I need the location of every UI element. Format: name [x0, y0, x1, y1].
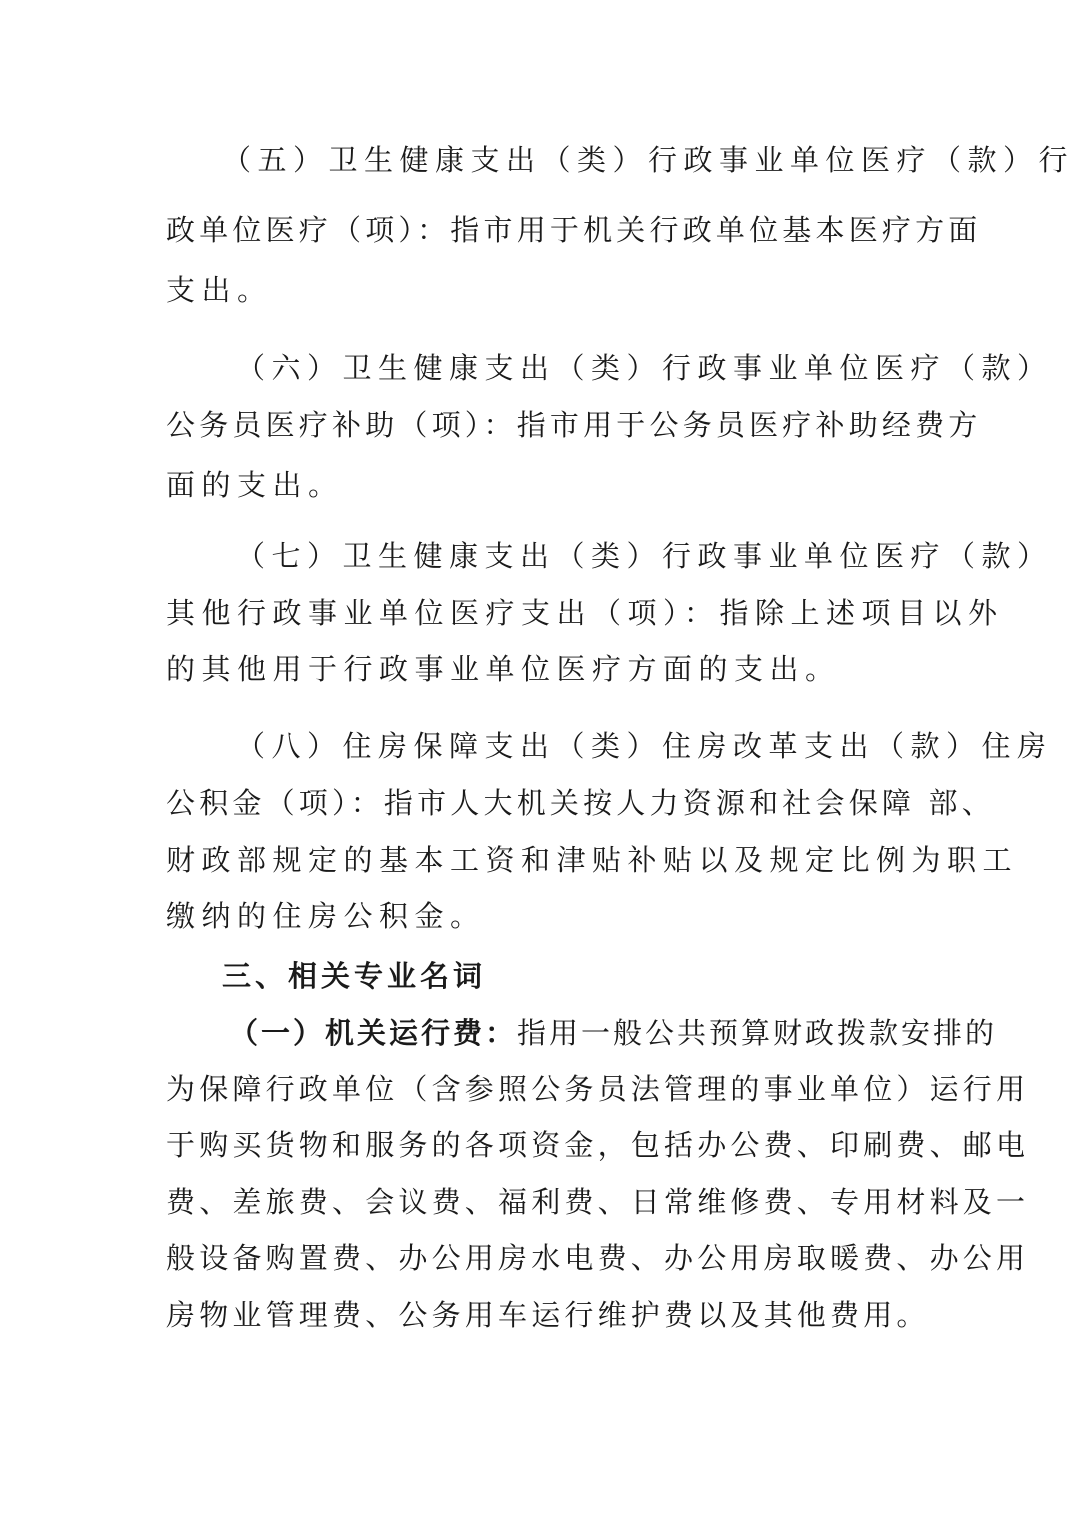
paragraph-7-line-2: 其他行政事业单位医疗支出（项）：指除上述项目以外 [166, 596, 1004, 630]
section-heading: 三、相关专业名词 [222, 959, 487, 993]
term-line-5: 般设备购置费、办公用房水电费、办公用房取暖费、办公用 [166, 1241, 1030, 1275]
paragraph-8-line-2: 公积金（项）：指市人大机关按人力资源和社会保障 部、 [166, 786, 995, 820]
term-line-4: 费、差旅费、会议费、福利费、日常维修费、专用材料及一 [166, 1185, 1030, 1219]
paragraph-7-line-3: 的其他用于行政事业单位医疗方面的支出。 [166, 652, 841, 686]
term-line-3: 于购买货物和服务的各项资金，包括办公费、印刷费、邮电 [166, 1128, 1030, 1162]
paragraph-6-line-1: （六）卫生健康支出（类）行政事业单位医疗（款） [236, 351, 1053, 385]
paragraph-8-line-4: 缴纳的住房公积金。 [166, 899, 486, 933]
paragraph-7-line-1: （七）卫生健康支出（类）行政事业单位医疗（款） [236, 539, 1053, 573]
paragraph-5-line-2: 政单位医疗（项）：指市用于机关行政单位基本医疗方面 [166, 213, 982, 247]
term-line-1 [229, 1013, 998, 1053]
term-line-6: 房物业管理费、公务用车运行维护费以及其他费用。 [166, 1298, 930, 1332]
paragraph-6-line-2: 公务员医疗补助（项）：指市用于公务员医疗补助经费方 [166, 408, 982, 442]
paragraph-6-line-3: 面的支出。 [166, 468, 344, 502]
paragraph-8-line-3: 财政部规定的基本工资和津贴补贴以及规定比例为职工 [166, 843, 1019, 877]
paragraph-5-line-1: （五）卫生健康支出（类）行政事业单位医疗（款）行 [222, 143, 1074, 177]
term-line-2: 为保障行政单位（含参照公务员法管理的事业单位）运行用 [166, 1072, 1030, 1106]
term-definition-start: 指用一般公共预算财政拨款安排的 [517, 1016, 998, 1050]
term-title: （一）机关运行费： [229, 1016, 518, 1050]
paragraph-5-line-3: 支出。 [166, 273, 273, 307]
paragraph-8-line-1: （八）住房保障支出（类）住房改革支出（款）住房 [236, 729, 1053, 763]
